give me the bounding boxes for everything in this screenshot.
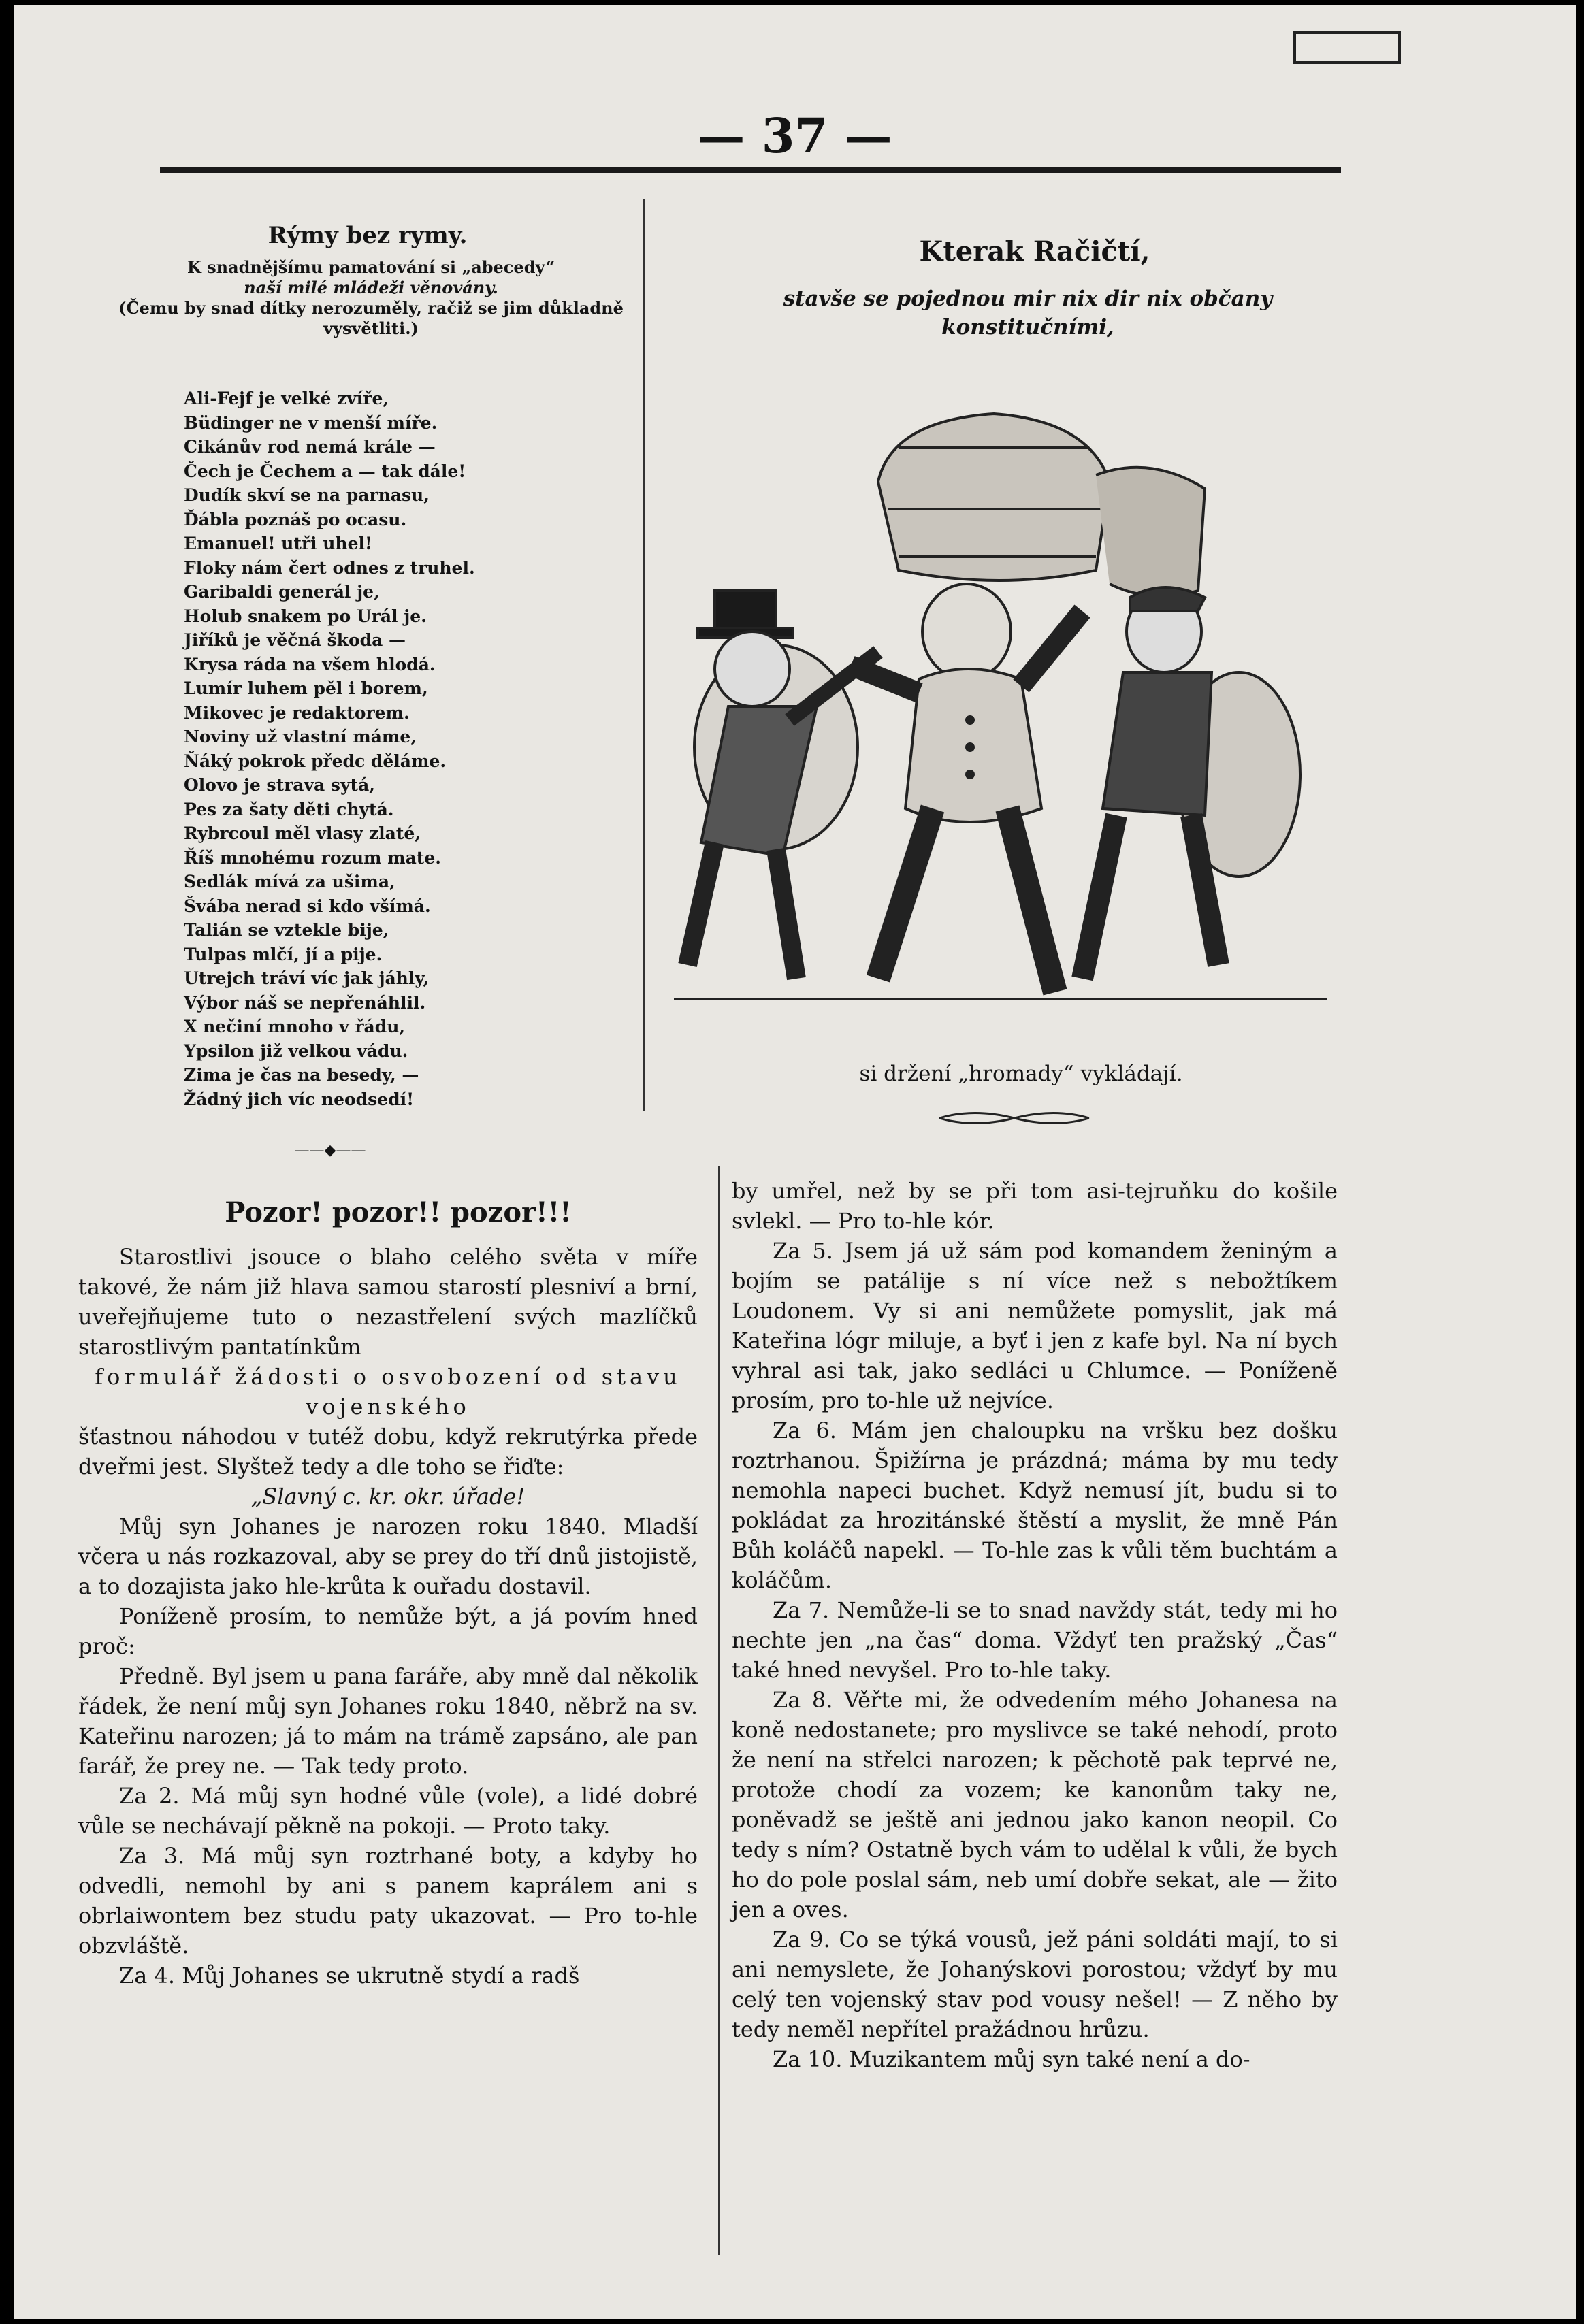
paragraph: Předně. Byl jsem u pana faráře, aby mně dal několik řádek, že není můj syn Johanes roku 1840, něbrž na sv. Kateřinu narozen; já to mám na trámě zapsáno, ale pan farář, že prey ne. — Tak tedy proto. bbox=[78, 1663, 698, 1779]
paragraph: Za 2. Má můj syn hodné vůle (vole), a lidé dobré vůle se nechávají pěkně na pokoji. — Proto taky. bbox=[78, 1783, 698, 1839]
header-rule bbox=[160, 167, 1341, 173]
rhyme-line: Dudík skví se na parnasu, bbox=[184, 485, 430, 505]
paragraph: Za 7. Nemůže-li se to snad navždy stát, tedy mi ho nechte jen „na čas“ doma. Vždyť ten pražský „Čas“ také hned nevyšel. Pro to-hle taky. bbox=[732, 1597, 1338, 1683]
rhyme-line: Ďábla poznáš po ocasu. bbox=[184, 509, 407, 529]
subtitle-line: (Čemu by snad dítky nerozuměly, račiž se jim důkladně vysvětliti.) bbox=[118, 298, 624, 338]
paragraph: Za 9. Co se týká vousů, jež páni soldáti mají, to si ani nemyslete, že Johanýskovi porostou; vždyť by mu celý ten vojenský stav pod vousy nešel! — Z něho by tedy neměl nepřítel pražádnou hrůzu. bbox=[732, 1927, 1338, 2042]
paragraph: Za 10. Muzikantem můj syn také není a do- bbox=[773, 2046, 1250, 2072]
rhyme-line: Jiříků je věčná škoda — bbox=[184, 630, 406, 650]
rhyme-line: Tulpas mlčí, jí a pije. bbox=[184, 944, 383, 964]
rhymes-subtitle bbox=[102, 257, 640, 339]
rhyme-line: Noviny už vlastní máme, bbox=[184, 727, 417, 747]
rhyme-line: Žádný jich víc neodsedí! bbox=[184, 1089, 415, 1109]
newspaper-page bbox=[14, 5, 1576, 2319]
alphabet-rhymes bbox=[184, 387, 619, 1111]
rhyme-line: Zima je čas na besedy, — bbox=[184, 1065, 419, 1085]
rhyme-line: Talián se vztekle bije, bbox=[184, 920, 389, 940]
paragraph-spaced: formulář žádosti o osvobození od stavu vojenského bbox=[95, 1364, 681, 1420]
paragraph: Můj syn Johanes je narozen roku 1840. Mladší včera u nás rozkazoval, aby se prey do tří dnů jistojistě, a to dozajista jako hle-krůta k ouřadu dostavil. bbox=[78, 1513, 698, 1599]
illustration-caption: si držení „hromady“ vykládají. bbox=[859, 1062, 1183, 1086]
rhyme-line: Krysa ráda na všem hlodá. bbox=[184, 654, 436, 674]
rhyme-line: Ňáký pokrok předc děláme. bbox=[184, 751, 447, 771]
rhyme-line: Utrejch tráví víc jak jáhly, bbox=[184, 968, 430, 988]
barrel-carriers-illustration bbox=[674, 366, 1327, 1019]
rhyme-line: Emanuel! utři uhel! bbox=[184, 534, 372, 553]
paragraph: Za 6. Mám jen chaloupku na vršku bez došku roztrhanou. Špižírna je prázdná; máma by mu tedy nemohla napeci buchet. Když nemusí jít, budu si to pokládat za hrozitánské štěstí a myslit, že mně Pán Bůh koláčů napekl. — To-hle zas k vůli těm buchtám a koláčům. bbox=[732, 1418, 1338, 1593]
rhyme-line: Lumír luhem pěl i borem, bbox=[184, 678, 428, 698]
rhyme-line: Rybrcoul měl vlasy zlaté, bbox=[184, 823, 421, 843]
subtitle-line: K snadnějšímu pamatování si „abecedy“ bbox=[187, 257, 555, 277]
rhyme-line: Výbor náš se nepřenáhlil. bbox=[184, 992, 426, 1013]
rhyme-line: Büdinger ne v menší míře. bbox=[184, 412, 438, 433]
rhyme-line: Sedlák mívá za ušima, bbox=[184, 872, 395, 891]
paragraph: Za 3. Má můj syn roztrhané boty, a kdyby ho odvedli, nemohl by ani s panem kaprálem ani s obrlaiwontem bez studu paty ukazovat. — Pro to-hle obzvláště. bbox=[78, 1843, 698, 1959]
page-number: — 37 — bbox=[697, 108, 892, 164]
article-left-column bbox=[78, 1242, 698, 1991]
paragraph: Za 8. Věřte mi, že odvedením mého Johanesa na koně nedostanete; pro myslivce se také nehodí, proto že není na střelci narozen; k pěchotě pak teprvé ne, protože chodí za vozem; ke kanonům taky ne, poněvadž se ještě ani jednou jako kanon neopil. Co tedy s ním? Ostatně bych vám to udělal k vůli, že bych ho do pole poslal sám, neb umí dobře sekat, ale — žito jen a oves. bbox=[732, 1687, 1338, 1922]
paragraph: Poníženě prosím, to nemůže být, a já povím hned proč: bbox=[78, 1603, 698, 1659]
article-right-column bbox=[732, 1176, 1338, 2074]
paragraph: by umřel, než by se při tom asi-tejruňku do košile svlekl. — Pro to-hle kór. bbox=[732, 1178, 1338, 1234]
column-divider-bottom bbox=[718, 1166, 720, 2255]
rhyme-line: Ali-Fejf je velké zvíře, bbox=[184, 389, 389, 408]
paragraph: Starostlivi jsouce o blaho celého světa v míře takové, že nám již hlava samou starostí plesniví a brní, uveřejňujeme tuto o nezastřelení svých mazlíčků starostlivým pantatínkům bbox=[78, 1244, 698, 1360]
ornament-flourish bbox=[933, 1108, 1096, 1128]
rhyme-line: Švába nerad si kdo všímá. bbox=[184, 896, 431, 916]
ornament-divider: ——◆—— bbox=[294, 1142, 366, 1159]
rhyme-line: Říš mnohému rozum mate. bbox=[184, 847, 441, 868]
paragraph-salutation: „Slavný c. kr. okr. úřade! bbox=[250, 1484, 526, 1509]
rhyme-line: Floky nám čert odnes z truhel. bbox=[184, 557, 475, 578]
rhyme-line: Holub snakem po Urál je. bbox=[184, 606, 427, 626]
paragraph: Za 5. Jsem já už sám pod komandem ženiným a bojím se patálije s ní více než s nebožtíkem Loudonem. Vy si ani nemůžete pomyslit, jak má Kateřina lógr miluje, a byť i jen z kafe byl. Na ní bych vyhral asi tak, jako sedláci u Chlumce. — Poníženě prosím, pro to-hle už nejvíce. bbox=[732, 1238, 1338, 1413]
article-title: Pozor! pozor!! pozor!!! bbox=[225, 1196, 572, 1228]
subtitle-line: naší milé mládeži věnovány. bbox=[244, 278, 498, 297]
rhyme-line: Cikánův rod nemá krále — bbox=[184, 437, 436, 457]
illustration-title: Kterak Račičtí, bbox=[919, 235, 1150, 267]
illustration-subtitle: stavše se pojednou mir nix dir nix občany konstitučními, bbox=[783, 287, 1273, 340]
rhyme-line: Garibaldi generál je, bbox=[184, 582, 380, 602]
rhymes-title: Rýmy bez rymy. bbox=[268, 222, 468, 249]
rhyme-line: Pes za šaty děti chytá. bbox=[184, 799, 394, 819]
rhyme-line: Mikovec je redaktorem. bbox=[184, 702, 410, 723]
column-divider-top bbox=[643, 199, 645, 1111]
rhyme-line: Čech je Čechem a — tak dále! bbox=[184, 461, 466, 481]
rhyme-line: X nečiní mnoho v řádu, bbox=[184, 1017, 406, 1036]
rhyme-line: Olovo je strava sytá, bbox=[184, 775, 375, 795]
paragraph: Za 4. Můj Johanes se ukrutně stydí a radš bbox=[119, 1963, 580, 1989]
page-corner-stamp bbox=[1293, 31, 1401, 64]
rhyme-line: Ypsilon již velkou vádu. bbox=[184, 1041, 408, 1061]
paragraph: šťastnou náhodou v tutéž dobu, když rekrutýrka přede dveřmi jest. Slyštež tedy a dle toho se řiďte: bbox=[78, 1424, 698, 1479]
